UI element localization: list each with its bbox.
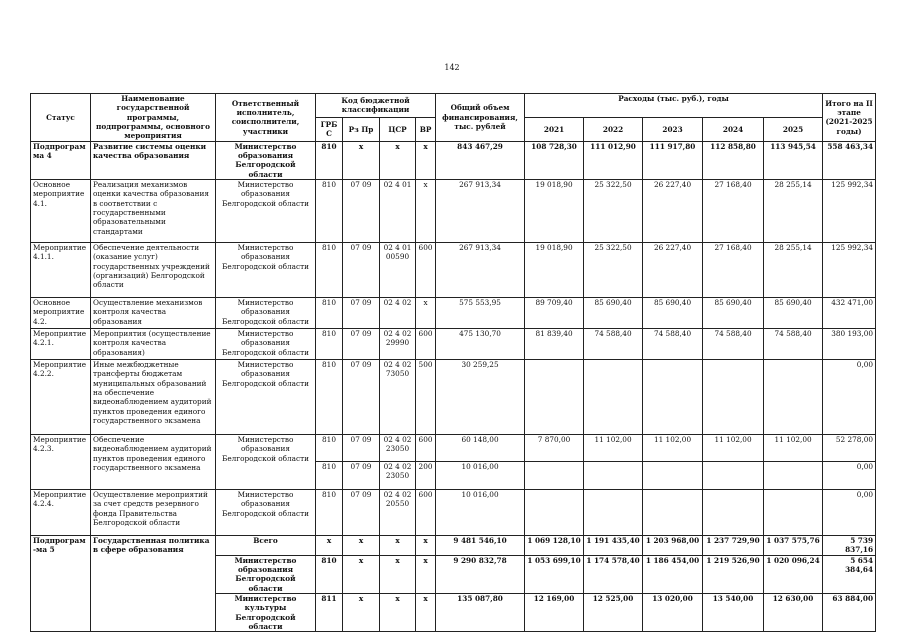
cell-vr: х — [416, 179, 436, 242]
table-row — [31, 242, 876, 297]
cell-stage-total: 125 992,34 — [823, 242, 876, 297]
cell-stage-total: 432 471,00 — [823, 297, 876, 328]
cell-name: Мероприятия (осуществление контроля качества образования) — [91, 328, 216, 359]
cell-2024: 74 588,40 — [703, 328, 764, 359]
table-header — [31, 94, 876, 142]
cell-2023: 1 186 454,00 — [643, 555, 703, 593]
cell-status: Мероприятие 4.1.1. — [31, 242, 91, 297]
cell-stage-total: 0,00 — [823, 461, 876, 489]
cell-2021 — [525, 461, 584, 489]
cell-2022: 1 174 578,40 — [584, 555, 643, 593]
cell-2023: 74 588,40 — [643, 328, 703, 359]
cell-grbs: 810 — [316, 297, 343, 328]
cell-2023: 26 227,40 — [643, 179, 703, 242]
cell-total: 10 016,00 — [436, 461, 525, 489]
cell-executor: Министерство образования Белгородской области — [216, 297, 316, 328]
cell-status: Мероприятие 4.2.3. — [31, 434, 91, 489]
header-budget-code: Код бюджетной классификации — [316, 94, 436, 118]
cell-vr: х — [416, 593, 436, 631]
table-row — [31, 489, 876, 535]
cell-2025: 1 037 575,76 — [764, 535, 823, 555]
header-stage-total: Итого на II этапе (2021-2025 годы) — [823, 94, 876, 142]
cell-status: Основное мероприятие 4.2. — [31, 297, 91, 328]
cell-name: Осуществление мероприятий за счет средств резервного фонда Правительства Белгородской области — [91, 489, 216, 535]
cell-vr: 600 — [416, 434, 436, 461]
cell-status: Подпрограмма 4 — [31, 141, 91, 179]
cell-executor: Министерство образования Белгородской области — [216, 141, 316, 179]
cell-total: 30 259,25 — [436, 359, 525, 434]
cell-2022 — [584, 489, 643, 535]
cell-name: Обеспечение видеонаблюдением аудиторий пунктов проведения единого государственного экзамена — [91, 434, 216, 489]
cell-2023 — [643, 489, 703, 535]
cell-csr: 02 4 02 29990 — [380, 328, 416, 359]
cell-grbs: 810 — [316, 141, 343, 179]
cell-2023: 11 102,00 — [643, 434, 703, 461]
cell-2022: 25 322,50 — [584, 242, 643, 297]
cell-2025: 85 690,40 — [764, 297, 823, 328]
cell-2023: 85 690,40 — [643, 297, 703, 328]
cell-name: Осуществление механизмов контроля качества образования — [91, 297, 216, 328]
cell-grbs: 810 — [316, 359, 343, 434]
cell-2024: 27 168,40 — [703, 242, 764, 297]
cell-rz: 07 09 — [343, 328, 380, 359]
cell-rz: х — [343, 593, 380, 631]
cell-2024: 27 168,40 — [703, 179, 764, 242]
cell-grbs: 810 — [316, 242, 343, 297]
cell-grbs: 810 — [316, 328, 343, 359]
cell-csr: 02 4 02 73050 — [380, 359, 416, 434]
cell-csr: 02 4 01 — [380, 179, 416, 242]
cell-stage-total: 5 739 837,16 — [823, 535, 876, 555]
cell-vr: х — [416, 141, 436, 179]
header-executor: Ответственный исполнитель, соисполнители, участники — [216, 94, 316, 142]
cell-csr: 02 4 01 00590 — [380, 242, 416, 297]
cell-status: Подпрограм-ма 5 — [31, 535, 91, 631]
cell-grbs: х — [316, 535, 343, 555]
cell-total: 9 290 832,78 — [436, 555, 525, 593]
cell-total: 843 467,29 — [436, 141, 525, 179]
cell-csr: х — [380, 555, 416, 593]
cell-stage-total: 558 463,34 — [823, 141, 876, 179]
cell-rz: х — [343, 555, 380, 593]
cell-2021: 12 169,00 — [525, 593, 584, 631]
cell-csr: 02 4 02 — [380, 297, 416, 328]
cell-2024 — [703, 359, 764, 434]
cell-grbs: 810 — [316, 555, 343, 593]
cell-2023: 111 917,80 — [643, 141, 703, 179]
cell-2025: 74 588,40 — [764, 328, 823, 359]
cell-csr: 02 4 02 20550 — [380, 489, 416, 535]
cell-total: 267 913,34 — [436, 179, 525, 242]
cell-csr: 02 4 02 23050 — [380, 434, 416, 461]
cell-stage-total: 380 193,00 — [823, 328, 876, 359]
cell-vr: 600 — [416, 242, 436, 297]
header-expenses: Расходы (тыс. руб.), годы — [525, 94, 823, 118]
cell-2021 — [525, 359, 584, 434]
cell-executor: Министерство образования Белгородской области — [216, 242, 316, 297]
cell-executor: Министерство образования Белгородской области — [216, 179, 316, 242]
cell-total: 60 148,00 — [436, 434, 525, 461]
cell-rz: 07 09 — [343, 359, 380, 434]
cell-2021: 19 018,90 — [525, 242, 584, 297]
cell-total: 9 481 546,10 — [436, 535, 525, 555]
header-year-2025: 2025 — [764, 117, 823, 141]
cell-2021: 19 018,90 — [525, 179, 584, 242]
cell-2023 — [643, 359, 703, 434]
cell-2022 — [584, 461, 643, 489]
cell-2022: 111 012,90 — [584, 141, 643, 179]
cell-2022: 11 102,00 — [584, 434, 643, 461]
cell-stage-total: 5 654 384,64 — [823, 555, 876, 593]
cell-2021: 108 728,30 — [525, 141, 584, 179]
cell-vr: х — [416, 535, 436, 555]
header-year-2023: 2023 — [643, 117, 703, 141]
cell-executor: Министерство образования Белгородской области — [216, 328, 316, 359]
cell-status: Мероприятие 4.2.4. — [31, 489, 91, 535]
cell-csr: х — [380, 141, 416, 179]
cell-2025: 28 255,14 — [764, 179, 823, 242]
header-status: Статус — [31, 94, 91, 142]
cell-total: 10 016,00 — [436, 489, 525, 535]
cell-stage-total: 125 992,34 — [823, 179, 876, 242]
cell-2025: 113 945,54 — [764, 141, 823, 179]
cell-2021: 89 709,40 — [525, 297, 584, 328]
cell-grbs: 810 — [316, 461, 343, 489]
header-rz: Рз Пр — [343, 117, 380, 141]
cell-2024: 112 858,80 — [703, 141, 764, 179]
cell-vr: 500 — [416, 359, 436, 434]
cell-vr: 600 — [416, 489, 436, 535]
cell-status: Мероприятие 4.2.2. — [31, 359, 91, 434]
cell-rz: 07 09 — [343, 461, 380, 489]
cell-rz: 07 09 — [343, 489, 380, 535]
cell-2025 — [764, 461, 823, 489]
page-number: 142 — [444, 63, 460, 72]
cell-2024: 1 219 526,90 — [703, 555, 764, 593]
cell-grbs: 811 — [316, 593, 343, 631]
cell-rz: 07 09 — [343, 179, 380, 242]
cell-csr: 02 4 02 23050 — [380, 461, 416, 489]
cell-2025: 1 020 096,24 — [764, 555, 823, 593]
cell-2023 — [643, 461, 703, 489]
cell-2024: 85 690,40 — [703, 297, 764, 328]
cell-2022: 1 191 435,40 — [584, 535, 643, 555]
header-total: Общий объем финансирования, тыс. рублей — [436, 94, 525, 142]
cell-2022: 12 525,00 — [584, 593, 643, 631]
table-row — [31, 535, 876, 555]
cell-2021: 81 839,40 — [525, 328, 584, 359]
cell-2021: 1 069 128,10 — [525, 535, 584, 555]
cell-executor: Министерство образования Белгородской области — [216, 434, 316, 489]
cell-grbs: 810 — [316, 434, 343, 461]
cell-2025 — [764, 489, 823, 535]
table-row — [31, 328, 876, 359]
table-row — [31, 141, 876, 179]
cell-rz: 07 09 — [343, 242, 380, 297]
cell-grbs: 810 — [316, 489, 343, 535]
cell-executor: Всего — [216, 535, 316, 555]
cell-2021: 1 053 699,10 — [525, 555, 584, 593]
cell-stage-total: 0,00 — [823, 489, 876, 535]
cell-name: Развитие системы оценки качества образования — [91, 141, 216, 179]
cell-rz: х — [343, 535, 380, 555]
cell-2021: 7 870,00 — [525, 434, 584, 461]
cell-2022: 74 588,40 — [584, 328, 643, 359]
cell-name: Обеспечение деятельности (оказание услуг) государственных учреждений (организаций) Белгородской области — [91, 242, 216, 297]
cell-2022: 85 690,40 — [584, 297, 643, 328]
cell-vr: х — [416, 555, 436, 593]
table-row — [31, 179, 876, 242]
cell-2023: 13 020,00 — [643, 593, 703, 631]
cell-stage-total: 52 278,00 — [823, 434, 876, 461]
cell-2022: 25 322,50 — [584, 179, 643, 242]
cell-2025: 11 102,00 — [764, 434, 823, 461]
cell-2021 — [525, 489, 584, 535]
cell-stage-total: 63 884,00 — [823, 593, 876, 631]
cell-2024: 1 237 729,90 — [703, 535, 764, 555]
cell-status: Основное мероприятие 4.1. — [31, 179, 91, 242]
cell-grbs: 810 — [316, 179, 343, 242]
header-year-2021: 2021 — [525, 117, 584, 141]
cell-total: 267 913,34 — [436, 242, 525, 297]
cell-rz: 07 09 — [343, 434, 380, 461]
cell-csr: х — [380, 535, 416, 555]
cell-csr: х — [380, 593, 416, 631]
cell-2025 — [764, 359, 823, 434]
cell-vr: х — [416, 297, 436, 328]
cell-2024 — [703, 461, 764, 489]
cell-name: Государственная политика в сфере образования — [91, 535, 216, 631]
header-vr: ВР — [416, 117, 436, 141]
table-row — [31, 359, 876, 434]
header-year-2022: 2022 — [584, 117, 643, 141]
cell-2025: 12 630,00 — [764, 593, 823, 631]
cell-vr: 200 — [416, 461, 436, 489]
cell-total: 135 087,80 — [436, 593, 525, 631]
cell-executor: Министерство культуры Белгородской области — [216, 593, 316, 631]
cell-executor: Министерство образования Белгородской области — [216, 359, 316, 434]
cell-status: Мероприятие 4.2.1. — [31, 328, 91, 359]
header-grbs: ГРБС — [316, 117, 343, 141]
header-csr: ЦСР — [380, 117, 416, 141]
cell-2022 — [584, 359, 643, 434]
header-name: Наименование государственной программы, подпрограммы, основного мероприятия — [91, 94, 216, 142]
cell-2023: 1 203 968,00 — [643, 535, 703, 555]
table-row — [31, 297, 876, 328]
cell-executor: Министерство образования Белгородской области — [216, 555, 316, 593]
cell-2025: 28 255,14 — [764, 242, 823, 297]
cell-2023: 26 227,40 — [643, 242, 703, 297]
cell-rz: х — [343, 141, 380, 179]
cell-2024: 11 102,00 — [703, 434, 764, 461]
cell-total: 475 130,70 — [436, 328, 525, 359]
header-year-2024: 2024 — [703, 117, 764, 141]
cell-stage-total: 0,00 — [823, 359, 876, 434]
budget-table — [30, 93, 876, 632]
cell-rz: 07 09 — [343, 297, 380, 328]
cell-name: Иные межбюджетные трансферты бюджетам муниципальных образований на обеспечение видеонаблюдением аудиторий пунктов проведения единого государственного экзамена — [91, 359, 216, 434]
cell-total: 575 553,95 — [436, 297, 525, 328]
cell-name: Реализация механизмов оценки качества образования в соответствии с государственными образовательными стандартами — [91, 179, 216, 242]
table-row — [31, 434, 876, 461]
cell-executor: Министерство образования Белгородской области — [216, 489, 316, 535]
cell-2024 — [703, 489, 764, 535]
cell-2024: 13 540,00 — [703, 593, 764, 631]
cell-vr: 600 — [416, 328, 436, 359]
